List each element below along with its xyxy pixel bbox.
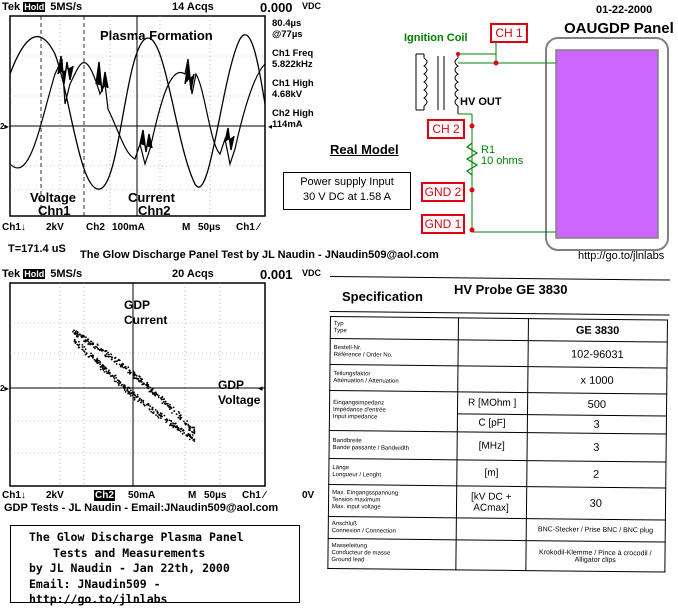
scope1-unit: VDC xyxy=(302,1,322,11)
spec-unit: [kV DC + ACmax] xyxy=(456,486,526,519)
panel-title: OAUGDP Panel xyxy=(564,20,674,37)
spec-value: 30 xyxy=(526,487,666,520)
spec-label-line: Bandbreite xyxy=(332,437,362,444)
spec-label-line: Connexion / Connection xyxy=(331,527,396,535)
spec-label xyxy=(328,516,456,539)
scope1-annotation-voltage-ch: Chn1 xyxy=(38,203,71,218)
scope2-label-current: GDP xyxy=(124,298,151,312)
spec-unit: [MHz] xyxy=(457,432,527,461)
spec-label-line: Masseleitung xyxy=(331,543,367,550)
gnd2-label: GND 2 xyxy=(421,182,465,202)
power-supply-line2: 30 V DC at 1.58 A xyxy=(302,191,392,203)
scope1-annotation-current: Current xyxy=(128,190,175,205)
spec-label-line: Tension maximum xyxy=(332,497,381,504)
scope2-label-voltage2: Voltage xyxy=(218,393,261,407)
scope1-high1-value: 4.68kV xyxy=(272,89,303,100)
spec-unit xyxy=(458,340,528,367)
scope2-unit: VDC xyxy=(302,268,322,278)
spec-label xyxy=(329,458,457,485)
real-model-label: Real Model xyxy=(330,142,399,157)
spec-table xyxy=(327,316,668,573)
scope1-footer-time: 50µs xyxy=(198,222,221,233)
spec-value: GE 3830 xyxy=(528,319,668,342)
spec-label-line: Max. Eingangsspannung xyxy=(332,490,399,497)
spec-row xyxy=(330,365,667,395)
scope1-freq-label: Ch1 Freq xyxy=(272,48,314,59)
spec-unit xyxy=(456,518,526,541)
spec-unit: C [pF] xyxy=(457,414,527,433)
scope1-mode: Hold xyxy=(24,2,45,12)
spec-label-line: Type xyxy=(333,327,347,334)
ignition-coil-label: Ignition Coil xyxy=(404,32,468,44)
r1-value: 10 ohms xyxy=(481,155,524,167)
scope1-readout2: @77µs xyxy=(272,29,303,40)
spec-label xyxy=(330,339,458,366)
scope2-acqs: 20 Acqs xyxy=(172,268,214,280)
scope1-footer-ch2: Ch2 xyxy=(86,222,105,233)
spec-label-line: Atténuation / Attenuation xyxy=(333,377,399,385)
info-box xyxy=(10,525,300,606)
gnd1-label: GND 1 xyxy=(421,214,465,234)
spec-value: 2 xyxy=(526,461,666,488)
scope2-footer xyxy=(2,490,332,501)
spec-label xyxy=(328,538,456,569)
spec-row xyxy=(329,458,666,488)
spec-label-line: Eingangsimpedanz xyxy=(333,400,385,407)
spec-probe: HV Probe GE 3830 xyxy=(454,282,568,297)
spec-row xyxy=(329,391,666,417)
scope1-high2-label: Ch2 High xyxy=(272,108,314,119)
r1-label: R1 xyxy=(481,144,496,156)
scope1-brand: Tek xyxy=(2,1,21,13)
scope2-footer-m: M xyxy=(188,490,197,501)
spec-value: 3 xyxy=(526,433,666,462)
scope1-readout1: 80.4µs xyxy=(272,18,302,29)
spec-row xyxy=(328,538,665,572)
spec-unit: R [MOhm ] xyxy=(457,392,527,415)
spec-label-line: Bestell-Nr. xyxy=(333,344,362,351)
scope2-footer-time: 50µs xyxy=(204,490,227,501)
scope2-footer-ch1: Ch1↓ xyxy=(2,490,26,501)
spec-label-line: Typ xyxy=(333,320,344,327)
spec-label-line: Ground lead xyxy=(331,557,365,564)
scope2-footer-ch2: Ch2 xyxy=(95,490,114,501)
main-title: The Glow Discharge Panel Test by JL Naudin - JNaudin509@aol.com xyxy=(80,249,439,261)
scope1-footer-m: M xyxy=(182,222,191,233)
spec-label-line: Référence / Order No. xyxy=(333,351,393,359)
spec-unit xyxy=(455,540,525,571)
spec-label-line: Länge xyxy=(332,464,350,471)
scope1-time: T=171.4 uS xyxy=(8,243,66,255)
spec-unit: [m] xyxy=(456,460,526,487)
hv-out-label: HV OUT xyxy=(460,96,502,108)
spec-value: Krokodil-Klemme / Pince à crocodil / Alligator clips xyxy=(525,541,665,572)
scope1-freq-value: 5.822kHz xyxy=(272,59,313,70)
spec-label xyxy=(330,365,458,392)
scope2-label-voltage: GDP xyxy=(218,378,245,392)
power-supply-line1: Power supply Input xyxy=(300,176,394,188)
svg-text:2▸: 2▸ xyxy=(0,122,9,131)
info-line3: by JL Naudin - Jan 22th, 2000 xyxy=(29,561,230,575)
spec-label xyxy=(330,317,458,340)
spec-label-line: Conducteur de masse xyxy=(331,550,391,557)
scope2-value: 0.001 xyxy=(260,267,293,282)
scope1-acqs: 14 Acqs xyxy=(172,1,214,13)
ch1-label: CH 1 xyxy=(490,23,528,43)
scope1-high2-value: 114mA xyxy=(272,119,303,130)
scope1-annotation-current-ch: Chn2 xyxy=(138,203,171,218)
scope1-value: 0.000 xyxy=(260,0,293,15)
info-line2: Tests and Measurements xyxy=(53,545,206,560)
spec-value: 500 xyxy=(527,393,667,416)
scope1-annotation-plasma: Plasma Formation xyxy=(100,28,213,43)
scope2-rate: 5MS/s xyxy=(50,268,83,280)
spec-unit xyxy=(457,366,527,393)
scope1-footer-trig: Ch1 ∕ xyxy=(236,222,260,233)
schematic-date: 01-22-2000 xyxy=(596,4,653,16)
scope1-footer-ch1: Ch1↓ xyxy=(2,222,26,233)
scope1-readouts xyxy=(272,18,314,130)
spec-label-line: Bande passante / Bandwidth xyxy=(332,444,410,452)
spec-label-line: Max. input voltage xyxy=(331,504,381,511)
scope1-footer xyxy=(2,222,277,233)
spec-row xyxy=(328,484,665,520)
scope1-header xyxy=(2,1,332,15)
scope2-mode: Hold xyxy=(24,269,45,279)
spec-value: x 1000 xyxy=(527,367,667,394)
spec-heading: Specification xyxy=(342,289,423,304)
scope2-label-current2: Current xyxy=(124,313,168,327)
svg-text:◂: ◂ xyxy=(258,383,263,393)
spec-label-line: Longueur / Lenght xyxy=(332,471,382,479)
scope1-high1-label: Ch1 High xyxy=(272,78,314,89)
spec-value: 102-96031 xyxy=(527,341,667,368)
scope2-header xyxy=(2,268,332,282)
scope2-footer-zero: 0V xyxy=(302,490,315,501)
scope2-brand: Tek xyxy=(2,268,21,280)
spec-label xyxy=(329,391,457,432)
spec-row xyxy=(330,339,667,369)
scope2-footer-volt: 2kV xyxy=(46,490,64,501)
scope1-footer-volt: 2kV xyxy=(46,222,64,233)
spec-label-line: Teilungsfaktor xyxy=(333,370,371,377)
scope2-footer-trig: Ch1 ∕ xyxy=(242,490,266,501)
scope1-annotation-voltage: Voltage xyxy=(30,190,76,205)
scope2-footer-amp: 50mA xyxy=(128,490,156,501)
spec-unit xyxy=(458,318,528,341)
scope2-caption: GDP Tests - JL Naudin - Email:JNaudin509@aol.com xyxy=(4,502,279,514)
scope1-footer-amp: 100mA xyxy=(112,222,145,233)
svg-text:◂: ◂ xyxy=(268,122,273,131)
spec-label-line: Input impedance xyxy=(332,414,378,421)
spec-row xyxy=(329,430,666,462)
schematic-url: http://go.to/jlnlabs xyxy=(578,250,665,262)
spec-label-line: Anschluß xyxy=(331,520,357,527)
info-line4: Email: JNaudin509 - http://go.to/jlnlabs xyxy=(29,576,168,606)
spec-label xyxy=(328,484,456,517)
svg-text:2▸: 2▸ xyxy=(0,384,9,393)
spec-value: 3 xyxy=(527,415,667,434)
spec-label-line: Impédance d'entrée xyxy=(332,407,386,414)
power-supply-box xyxy=(283,172,411,210)
ch2-label: CH 2 xyxy=(427,119,465,139)
spec-label xyxy=(329,430,457,459)
spec-value: BNC-Stecker / Prise BNC / BNC plug xyxy=(526,519,666,542)
info-line1: The Glow Discharge Plasma Panel xyxy=(29,530,244,544)
scope1-rate: 5MS/s xyxy=(50,1,83,13)
